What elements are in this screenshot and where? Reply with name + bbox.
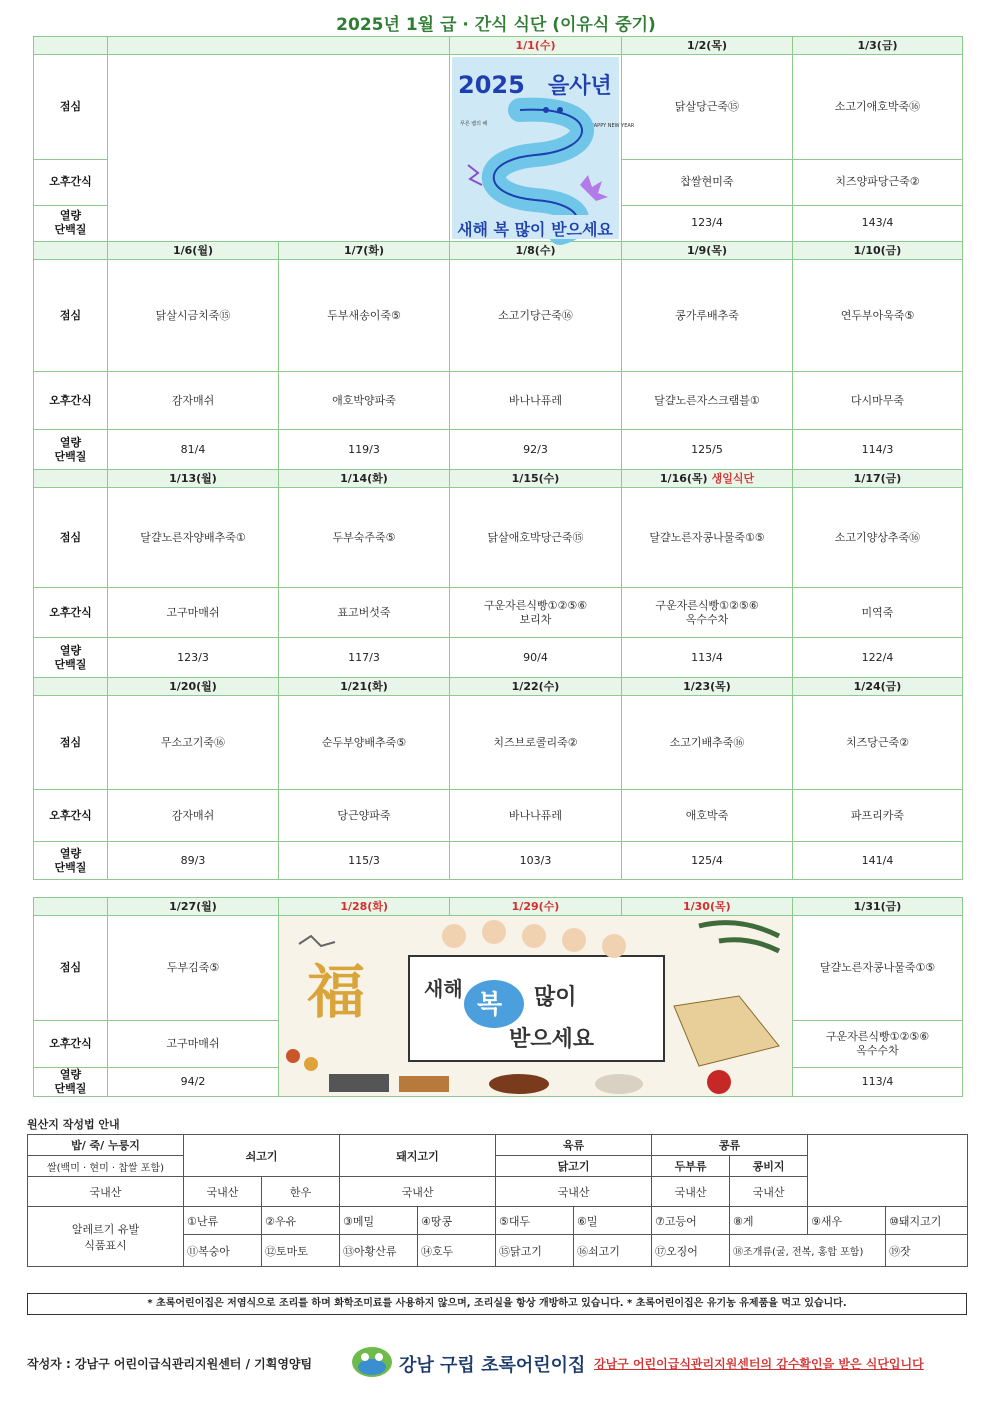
snack-label: 오후간식: [34, 1021, 108, 1068]
svg-text:을사년: 을사년: [548, 74, 612, 99]
lunch-cell: 치즈브로콜리죽②: [450, 696, 622, 790]
allergen: ⑨새우: [808, 1207, 886, 1235]
date-header: 1/17(금): [793, 470, 963, 488]
daycare-name: 강남 구립 초록어린이집: [399, 1355, 586, 1376]
chicken-header: 닭고기: [496, 1156, 652, 1177]
lunar-new-year-banner: [279, 916, 792, 1096]
date-header: 1/3(금): [793, 37, 963, 55]
date-header: 1/21(화): [279, 678, 450, 696]
lunch-cell: 무소고기죽⑯: [108, 696, 279, 790]
new-year-poster-cell: [450, 55, 635, 242]
snack-cell: 파프리카죽: [793, 790, 963, 842]
snack-cell: 애호박죽: [622, 790, 793, 842]
date-header: 1/22(수): [450, 678, 622, 696]
birthday-badge: 생일식단: [711, 471, 755, 485]
lunch-cell: 두부숙주죽⑤: [279, 488, 450, 588]
week1-blank-area: [108, 55, 450, 242]
date-header: 1/7(화): [279, 242, 450, 260]
nutrition-label: 열량 단백질: [34, 205, 108, 241]
nutrition-label: 열량 단백질: [34, 638, 108, 678]
allergen: ⑱조개류(굴, 전복, 홍합 포함): [730, 1235, 886, 1267]
date-header: 1/23(목): [622, 678, 793, 696]
lunch-cell: 순두부양배추죽⑤: [279, 696, 450, 790]
date-header: 1/27(월): [108, 898, 279, 916]
rice-detail: 쌀(백미 · 현미 · 찹쌀 포함): [28, 1156, 184, 1177]
nutrition-cell: 113/4: [793, 1067, 963, 1096]
lunch-label: 점심: [34, 916, 108, 1021]
date-header: 1/20(월): [108, 678, 279, 696]
lunch-cell: 닭살당근죽⑮: [622, 55, 793, 160]
nutrition-cell: 143/4: [793, 205, 963, 241]
snack-label: 오후간식: [34, 588, 108, 638]
date-header: 1/14(화): [279, 470, 450, 488]
pork-origin: 국내산: [340, 1177, 496, 1207]
page-title: 2025년 1월 급 · 간식 식단 (이유식 중기): [336, 15, 656, 35]
svg-text:많이: 많이: [534, 985, 577, 1010]
date-header: 1/1(수): [450, 37, 622, 55]
snack-cell: 찹쌀현미죽: [622, 159, 793, 205]
snack-cell: 구운자른식빵①②⑤⑥ 보리차: [450, 588, 622, 638]
footer: [27, 1345, 967, 1379]
allergen: ⑥밀: [574, 1207, 652, 1235]
date-header: 1/8(수): [450, 242, 622, 260]
allergen: ②우유: [262, 1207, 340, 1235]
date-header: 1/15(수): [450, 470, 622, 488]
allergen: ⑬아황산류: [340, 1235, 418, 1267]
lunch-label: 점심: [34, 260, 108, 372]
lunch-label: 점심: [34, 488, 108, 588]
allergen: ③메밀: [340, 1207, 418, 1235]
lunch-cell: 콩가루배추죽: [622, 260, 793, 372]
lunch-label: 점심: [34, 55, 108, 160]
snack-label: 오후간식: [34, 790, 108, 842]
lunch-cell: 달걀노른자콩나물죽①⑤: [793, 916, 963, 1021]
notice-box: * 초록어린이집은 저염식으로 조리를 하며 화학조미료를 사용하지 않으며, 조리실을 항상 개방하고 있습니다. * 초록어린이집은 유기농 유제품을 먹고 있습니다.: [27, 1293, 967, 1315]
nutrition-cell: 81/4: [108, 430, 279, 470]
svg-text:HAPPY NEW YEAR: HAPPY NEW YEAR: [590, 123, 635, 129]
soy-curd-header: 콩비지: [730, 1156, 808, 1177]
daycare-logo-icon: [350, 1345, 394, 1379]
lunch-cell: 달걀노른자양배추죽①: [108, 488, 279, 588]
date-header: 1/24(금): [793, 678, 963, 696]
date-header: 1/28(화): [279, 898, 450, 916]
nutrition-cell: 141/4: [793, 842, 963, 880]
snack-cell: 구운자른식빵①②⑤⑥ 옥수수차: [622, 588, 793, 638]
allergen: ⑩돼지고기: [886, 1207, 968, 1235]
snack-cell: 다시마무죽: [793, 372, 963, 430]
nutrition-cell: 122/4: [793, 638, 963, 678]
allergen: ⑯쇠고기: [574, 1235, 652, 1267]
tofu-origin: 국내산: [652, 1177, 730, 1207]
week2-corner: [34, 242, 108, 260]
allergy-label: 알레르기 유발 식품표시: [28, 1207, 184, 1267]
nutrition-cell: 115/3: [279, 842, 450, 880]
date-header: 1/31(금): [793, 898, 963, 916]
allergen: ④땅콩: [418, 1207, 496, 1235]
chicken-origin: 국내산: [496, 1177, 652, 1207]
week5-corner: [34, 898, 108, 916]
snack-cell: 달걀노른자스크램블①: [622, 372, 793, 430]
nutrition-cell: 123/4: [622, 205, 793, 241]
allergen: ⑧게: [730, 1207, 808, 1235]
svg-text:복: 복: [477, 990, 503, 1020]
allergen: ⑤대두: [496, 1207, 574, 1235]
nutrition-cell: 103/3: [450, 842, 622, 880]
lunch-cell: 연두부아욱죽⑤: [793, 260, 963, 372]
snack-label: 오후간식: [34, 159, 108, 205]
week3-corner: [34, 470, 108, 488]
date-header: 1/2(목): [622, 37, 793, 55]
snack-cell: 구운자른식빵①②⑤⑥ 옥수수차: [793, 1021, 963, 1068]
week5-table: [33, 897, 963, 1097]
nutrition-label: 열량 단백질: [34, 430, 108, 470]
snack-cell: 미역죽: [793, 588, 963, 638]
author-text: 작성자 : 강남구 어린이급식관리지원센터 / 기획영양팀: [27, 1357, 313, 1371]
allergen: ⑰오징어: [652, 1235, 730, 1267]
nutrition-cell: 90/4: [450, 638, 622, 678]
snack-cell: 바나나퓨레: [450, 790, 622, 842]
snack-cell: 고구마매쉬: [108, 588, 279, 638]
origin-guide-title: 원산지 작성법 안내: [27, 1118, 120, 1131]
date-header: 1/9(목): [622, 242, 793, 260]
nutrition-cell: 117/3: [279, 638, 450, 678]
lunch-label: 점심: [34, 696, 108, 790]
certification-text: 강남구 어린이급식관리지원센터의 감수확인을 받은 식단입니다: [594, 1357, 924, 1371]
nutrition-cell: 125/4: [622, 842, 793, 880]
week1-table: [33, 36, 963, 880]
date-header: 1/6(월): [108, 242, 279, 260]
lunch-cell: 소고기배추죽⑯: [622, 696, 793, 790]
date-header: 1/13(월): [108, 470, 279, 488]
snack-cell: 치즈양파당근죽②: [793, 159, 963, 205]
nutrition-cell: 113/4: [622, 638, 793, 678]
lunch-cell: 치즈당근죽②: [793, 696, 963, 790]
snack-label: 오후간식: [34, 372, 108, 430]
nutrition-cell: 125/5: [622, 430, 793, 470]
nutrition-cell: 92/3: [450, 430, 622, 470]
beans-header: 콩류: [652, 1135, 808, 1156]
snack-cell: 감자매쉬: [108, 372, 279, 430]
week4-corner: [34, 678, 108, 696]
snack-cell: 애호박양파죽: [279, 372, 450, 430]
snake-year-poster: [450, 55, 635, 241]
beef-origin: 국내산: [184, 1177, 262, 1207]
allergen: ⑲잣: [886, 1235, 968, 1267]
snack-cell: 당근양파죽: [279, 790, 450, 842]
nutrition-cell: 89/3: [108, 842, 279, 880]
allergen: ⑫토마토: [262, 1235, 340, 1267]
rice-header: 밥/ 죽/ 누룽지: [28, 1135, 184, 1156]
svg-text:새해 복 많이 받으세요: 새해 복 많이 받으세요: [457, 220, 613, 239]
nutrition-cell: 114/3: [793, 430, 963, 470]
date-header: 1/29(수): [450, 898, 621, 916]
origin-table: [27, 1134, 968, 1267]
snack-cell: 표고버섯죽: [279, 588, 450, 638]
lunar-new-year-banner-cell: [279, 916, 793, 1097]
snack-cell: 바나나퓨레: [450, 372, 622, 430]
svg-text:받으세요: 받으세요: [509, 1027, 595, 1052]
week1-blank-header: [108, 37, 450, 55]
origin-blank: [808, 1135, 968, 1207]
lunch-cell: 달걀노른자콩나물죽①⑤: [622, 488, 793, 588]
allergen: ①난류: [184, 1207, 262, 1235]
nutrition-cell: 119/3: [279, 430, 450, 470]
allergen: ⑭호두: [418, 1235, 496, 1267]
nutrition-cell: 94/2: [108, 1067, 279, 1096]
snack-cell: 고구마매쉬: [108, 1021, 279, 1068]
pork-header: 돼지고기: [340, 1135, 496, 1177]
nutrition-label: 열량 단백질: [34, 1067, 108, 1096]
svg-text:새해: 새해: [424, 977, 463, 1001]
svg-text:2025: 2025: [458, 71, 525, 99]
lunch-cell: 닭살시금치죽⑮: [108, 260, 279, 372]
allergen: ⑦고등어: [652, 1207, 730, 1235]
beef-grade: 한우: [262, 1177, 340, 1207]
lunch-cell: 닭살애호박당근죽⑮: [450, 488, 622, 588]
lunch-cell: 소고기양상추죽⑯: [793, 488, 963, 588]
tofu-header: 두부류: [652, 1156, 730, 1177]
lunch-cell: 소고기애호박죽⑯: [793, 55, 963, 160]
lunch-cell: 두부새송이죽⑤: [279, 260, 450, 372]
beef-header: 쇠고기: [184, 1135, 340, 1177]
soy-curd-origin: 국내산: [730, 1177, 808, 1207]
svg-text:푸른 뱀의 해: 푸른 뱀의 해: [460, 121, 488, 127]
allergen: ⑪복숭아: [184, 1235, 262, 1267]
rice-origin: 국내산: [28, 1177, 184, 1207]
snack-cell: 감자매쉬: [108, 790, 279, 842]
date-header: 1/16(목) 생일식단: [622, 470, 793, 488]
lunch-cell: 두부김죽⑤: [108, 916, 279, 1021]
allergen: ⑮닭고기: [496, 1235, 574, 1267]
poultry-header: 육류: [496, 1135, 652, 1156]
fu-character: 福: [307, 958, 366, 1026]
week1-corner: [34, 37, 108, 55]
lunch-cell: 소고기당근죽⑯: [450, 260, 622, 372]
nutrition-label: 열량 단백질: [34, 842, 108, 880]
date-header: 1/10(금): [793, 242, 963, 260]
nutrition-cell: 123/3: [108, 638, 279, 678]
date-header: 1/30(목): [621, 898, 792, 916]
